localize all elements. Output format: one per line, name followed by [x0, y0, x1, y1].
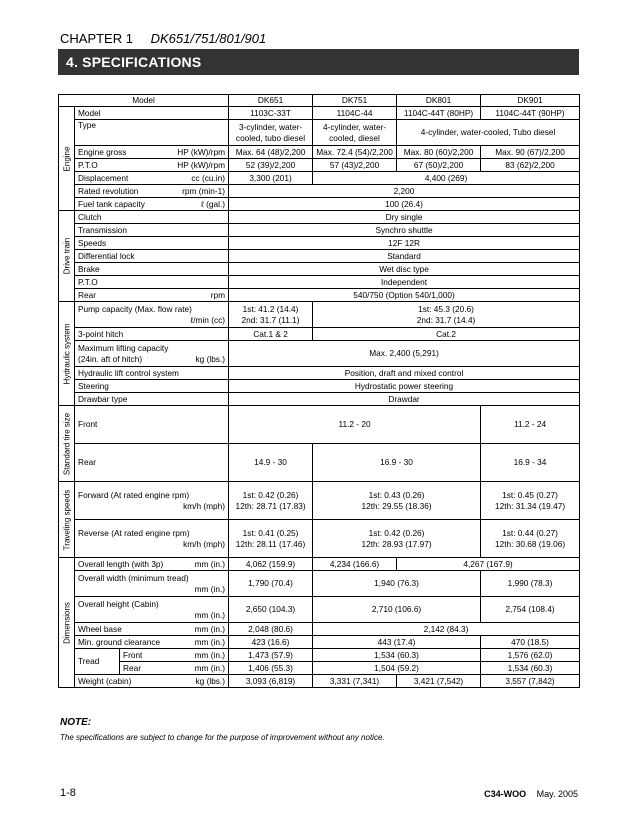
- document-date: May. 2005: [536, 789, 578, 799]
- chapter-header: [60, 31, 266, 46]
- table-row: Maximum lifting capacity (24in. aft of hitch) kg (lbs.) Max. 2,400 (5,291): [59, 341, 580, 367]
- table-row: Wheel base mm (in.) 2,048 (80.6) 2,142 (84.3): [59, 623, 580, 636]
- table-row: Differential lock Standard: [59, 250, 580, 263]
- table-row: P.T.O HP (kW)/rpm 52 (39)/2,200 57 (43)/2,200 67 (50)/2,200 83 (62)/2,200: [59, 159, 580, 172]
- header-dk751: DK751: [313, 95, 397, 107]
- group-tire: Standard tire size: [59, 406, 75, 482]
- group-drive-train: Drive train: [59, 211, 75, 302]
- table-row: Weight (cabin) kg (lbs.) 3,093 (6,819) 3,331 (7,341) 3,421 (7,542) 3,557 (7,842): [59, 675, 580, 688]
- table-row: Tread Front mm (in.) 1,473 (57.9) 1,534 (60.3) 1,576 (62.0): [59, 649, 580, 662]
- table-row: Engine Model 1103C-33T 1104C-44 1104C-44T (80HP) 1104C-44T (90HP): [59, 107, 580, 120]
- table-row: Hydraulic system Pump capacity (Max. flow rate) ℓ/min (cc) 1st: 41.2 (14.4) 2nd: 31.7 (11.1) 1st: 45.3 (20.6) 2nd: 31.7 (14.4): [59, 302, 580, 328]
- table-row: Overall width (minimum tread) mm (in.) 1,790 (70.4) 1,940 (76.3) 1,990 (78.3): [59, 571, 580, 597]
- table-row: Engine gross HP (kW)/rpm Max. 64 (48)/2,200 Max. 72.4 (54)/2,200 Max. 80 (60)/2,200 Max. 90 (67)/2,200: [59, 146, 580, 159]
- table-row: Displacement cc (cu.in) 3,300 (201) 4,400 (269): [59, 172, 580, 185]
- table-row: Standard tire size Front 11.2 - 20 11.2 - 24: [59, 406, 580, 444]
- group-engine: Engine: [59, 107, 75, 211]
- table-row: Traveling speeds Forward (At rated engine rpm) km/h (mph) 1st: 0.42 (0.26) 12th: 28.71 (17.83) 1st: 0.43 (0.26) 12th: 29.55 (18.36) 1st: 0.45 (0.27) 12th: 31.34 (19.47): [59, 482, 580, 520]
- header-dk801: DK801: [397, 95, 481, 107]
- group-hydraulic: Hydraulic system: [59, 302, 75, 406]
- group-dimensions: Dimensions: [59, 558, 75, 688]
- header-model: Model: [59, 95, 229, 107]
- note-text: The specifications are subject to change for the purpose of improvement without any notice.: [60, 733, 385, 742]
- table-header-row: [59, 95, 580, 107]
- table-row: Hydraulic lift control system Position, draft and mixed control: [59, 367, 580, 380]
- group-speeds: Traveling speeds: [59, 482, 75, 558]
- table-row: Brake Wet disc type: [59, 263, 580, 276]
- table-row: Reverse (At rated engine rpm) km/h (mph) 1st: 0.41 (0.25) 12th: 28.11 (17.46) 1st: 0.42 (0.26) 12th: 28.93 (17.97) 1st: 0.44 (0.27) 12th: 30.68 (19.06): [59, 520, 580, 558]
- header-dk901: DK901: [481, 95, 580, 107]
- page-number: 1-8: [60, 787, 76, 799]
- table-row: Rated revolution rpm (min-1) 2,200: [59, 185, 580, 198]
- table-row: P.T.O Independent: [59, 276, 580, 289]
- table-row: Steering Hydrostatic power steering: [59, 380, 580, 393]
- section-title: 4. SPECIFICATIONS: [58, 49, 579, 75]
- table-row: Min. ground clearance mm (in.) 423 (16.6) 443 (17.4) 470 (18.5): [59, 636, 580, 649]
- table-row: Speeds 12F 12R: [59, 237, 580, 250]
- chapter-models: DK651/751/801/901: [150, 31, 267, 46]
- header-dk651: DK651: [229, 95, 313, 107]
- chapter-number: CHAPTER 1: [60, 31, 133, 46]
- table-row: Rear 14.9 - 30 16.9 - 30 16.9 - 34: [59, 444, 580, 482]
- table-row: 3-point hitch Cat.1 & 2 Cat.2: [59, 328, 580, 341]
- table-row: Type 3-cylinder, water- cooled, tubo diesel 4-cylinder, water- cooled, diesel 4-cylinder, water-cooled, Tubo diesel: [59, 120, 580, 146]
- document-code: C34-WOO: [484, 789, 527, 799]
- table-row: Rear mm (in.) 1,406 (55.3) 1,504 (59.2) 1,534 (60.3): [59, 662, 580, 675]
- table-row: Transmission Synchro shuttle: [59, 224, 580, 237]
- table-row: Fuel tank capacity ℓ (gal.) 100 (26.4): [59, 198, 580, 211]
- specifications-table: [58, 94, 580, 688]
- table-row: Dimensions Overall length (with 3p) mm (in.) 4,062 (159.9) 4,234 (166.6) 4,267 (167.9): [59, 558, 580, 571]
- table-row: Rear rpm 540/750 (Option 540/1,000): [59, 289, 580, 302]
- note-title: NOTE:: [60, 717, 92, 728]
- table-row: Overall height (Cabin) mm (in.) 2,650 (104.3) 2,710 (106.6) 2,754 (108.4): [59, 597, 580, 623]
- footer-info: [484, 789, 578, 799]
- table-row: Drive train Clutch Dry single: [59, 211, 580, 224]
- table-row: Drawbar type Drawdar: [59, 393, 580, 406]
